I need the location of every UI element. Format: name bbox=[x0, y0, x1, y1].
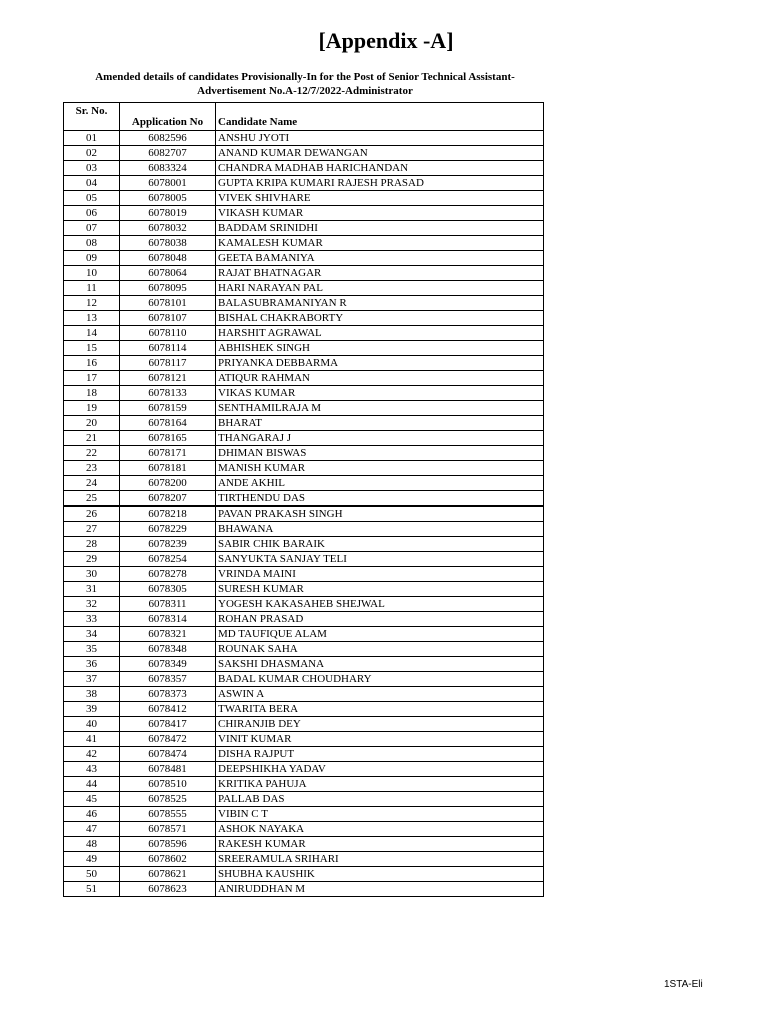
table-header-row bbox=[64, 103, 544, 131]
candidate-name-cell: YOGESH KAKASAHEB SHEJWAL bbox=[216, 597, 544, 612]
sr-no-cell: 15 bbox=[64, 341, 120, 356]
table-row bbox=[64, 822, 544, 837]
table-row bbox=[64, 882, 544, 897]
candidate-name-cell: DEEPSHIKHA YADAV bbox=[216, 762, 544, 777]
application-no-cell: 6078555 bbox=[120, 807, 216, 822]
table-row bbox=[64, 807, 544, 822]
sr-no-cell: 22 bbox=[64, 446, 120, 461]
candidate-name-cell: ROUNAK SAHA bbox=[216, 642, 544, 657]
sr-no-cell: 03 bbox=[64, 161, 120, 176]
candidate-name-cell: ANAND KUMAR DEWANGAN bbox=[216, 146, 544, 161]
application-no-cell: 6078110 bbox=[120, 326, 216, 341]
candidate-name-cell: BISHAL CHAKRABORTY bbox=[216, 311, 544, 326]
application-no-cell: 6078117 bbox=[120, 356, 216, 371]
table-row bbox=[64, 371, 544, 386]
sr-no-cell: 13 bbox=[64, 311, 120, 326]
table-row bbox=[64, 296, 544, 311]
application-no-cell: 6078474 bbox=[120, 747, 216, 762]
application-no-cell: 6078596 bbox=[120, 837, 216, 852]
sr-no-cell: 18 bbox=[64, 386, 120, 401]
application-no-cell: 6078623 bbox=[120, 882, 216, 897]
candidate-name-cell: PAVAN PRAKASH SINGH bbox=[216, 506, 544, 522]
candidate-name-cell: SHUBHA KAUSHIK bbox=[216, 867, 544, 882]
sr-no-cell: 35 bbox=[64, 642, 120, 657]
candidate-name-cell: RAKESH KUMAR bbox=[216, 837, 544, 852]
application-no-cell: 6078121 bbox=[120, 371, 216, 386]
sr-no-cell: 46 bbox=[64, 807, 120, 822]
application-no-cell: 6078239 bbox=[120, 537, 216, 552]
application-no-cell: 6078114 bbox=[120, 341, 216, 356]
candidate-name-cell: ANDE AKHIL bbox=[216, 476, 544, 491]
candidate-name-cell: BADDAM SRINIDHI bbox=[216, 221, 544, 236]
candidate-name-cell: VINIT KUMAR bbox=[216, 732, 544, 747]
table-row bbox=[64, 461, 544, 476]
table-row bbox=[64, 146, 544, 161]
page-title: [Appendix -A] bbox=[318, 28, 454, 53]
table-row bbox=[64, 522, 544, 537]
application-no-cell: 6078005 bbox=[120, 191, 216, 206]
sr-no-cell: 40 bbox=[64, 717, 120, 732]
table-row bbox=[64, 281, 544, 296]
table-row bbox=[64, 176, 544, 191]
candidate-name-cell: ANIRUDDHAN M bbox=[216, 882, 544, 897]
table-row bbox=[64, 476, 544, 491]
table-row bbox=[64, 326, 544, 341]
document-subtitle bbox=[90, 70, 520, 98]
application-no-cell: 6078048 bbox=[120, 251, 216, 266]
header-sr-no: Sr. No. bbox=[64, 103, 120, 131]
sr-no-cell: 14 bbox=[64, 326, 120, 341]
application-no-cell: 6078305 bbox=[120, 582, 216, 597]
page-footer-code: 1STA-Eli bbox=[664, 979, 703, 990]
candidate-name-cell: ROHAN PRASAD bbox=[216, 612, 544, 627]
sr-no-cell: 16 bbox=[64, 356, 120, 371]
candidate-name-cell: BALASUBRAMANIYAN R bbox=[216, 296, 544, 311]
sr-no-cell: 47 bbox=[64, 822, 120, 837]
subtitle-line-2: Advertisement No.A-12/7/2022-Administrator bbox=[197, 85, 413, 97]
candidate-name-cell: RAJAT BHATNAGAR bbox=[216, 266, 544, 281]
table-row bbox=[64, 386, 544, 401]
candidates-table bbox=[63, 102, 544, 897]
candidate-name-cell: SURESH KUMAR bbox=[216, 582, 544, 597]
sr-no-cell: 45 bbox=[64, 792, 120, 807]
candidate-name-cell: KAMALESH KUMAR bbox=[216, 236, 544, 251]
table-row bbox=[64, 206, 544, 221]
application-no-cell: 6083324 bbox=[120, 161, 216, 176]
application-no-cell: 6078525 bbox=[120, 792, 216, 807]
sr-no-cell: 29 bbox=[64, 552, 120, 567]
table-row bbox=[64, 161, 544, 176]
sr-no-cell: 39 bbox=[64, 702, 120, 717]
application-no-cell: 6078159 bbox=[120, 401, 216, 416]
candidate-name-cell: DISHA RAJPUT bbox=[216, 747, 544, 762]
sr-no-cell: 24 bbox=[64, 476, 120, 491]
candidate-name-cell: CHANDRA MADHAB HARICHANDAN bbox=[216, 161, 544, 176]
table-row bbox=[64, 837, 544, 852]
header-application-no: Application No bbox=[120, 103, 216, 131]
table-row bbox=[64, 762, 544, 777]
table-row bbox=[64, 582, 544, 597]
candidate-name-cell: GEETA BAMANIYA bbox=[216, 251, 544, 266]
application-no-cell: 6078164 bbox=[120, 416, 216, 431]
candidate-name-cell: ASWIN A bbox=[216, 687, 544, 702]
sr-no-cell: 25 bbox=[64, 491, 120, 507]
table-row bbox=[64, 266, 544, 281]
sr-no-cell: 44 bbox=[64, 777, 120, 792]
candidate-name-cell: MD TAUFIQUE ALAM bbox=[216, 627, 544, 642]
sr-no-cell: 02 bbox=[64, 146, 120, 161]
application-no-cell: 6078571 bbox=[120, 822, 216, 837]
candidate-name-cell: ATIQUR RAHMAN bbox=[216, 371, 544, 386]
table-row bbox=[64, 131, 544, 146]
sr-no-cell: 10 bbox=[64, 266, 120, 281]
candidate-name-cell: HARI NARAYAN PAL bbox=[216, 281, 544, 296]
sr-no-cell: 49 bbox=[64, 852, 120, 867]
application-no-cell: 6078218 bbox=[120, 506, 216, 522]
table-row bbox=[64, 401, 544, 416]
application-no-cell: 6078019 bbox=[120, 206, 216, 221]
table-row bbox=[64, 356, 544, 371]
table-row bbox=[64, 777, 544, 792]
application-no-cell: 6078032 bbox=[120, 221, 216, 236]
sr-no-cell: 28 bbox=[64, 537, 120, 552]
candidate-name-cell: BHAWANA bbox=[216, 522, 544, 537]
application-no-cell: 6078417 bbox=[120, 717, 216, 732]
candidate-name-cell: VIKAS KUMAR bbox=[216, 386, 544, 401]
table-row bbox=[64, 491, 544, 507]
sr-no-cell: 26 bbox=[64, 506, 120, 522]
sr-no-cell: 06 bbox=[64, 206, 120, 221]
application-no-cell: 6078181 bbox=[120, 461, 216, 476]
sr-no-cell: 33 bbox=[64, 612, 120, 627]
candidate-name-cell: GUPTA KRIPA KUMARI RAJESH PRASAD bbox=[216, 176, 544, 191]
sr-no-cell: 42 bbox=[64, 747, 120, 762]
candidate-name-cell: SANYUKTA SANJAY TELI bbox=[216, 552, 544, 567]
candidate-name-cell: DHIMAN BISWAS bbox=[216, 446, 544, 461]
candidate-name-cell: ANSHU JYOTI bbox=[216, 131, 544, 146]
application-no-cell: 6078133 bbox=[120, 386, 216, 401]
application-no-cell: 6078207 bbox=[120, 491, 216, 507]
table-row bbox=[64, 867, 544, 882]
table-row bbox=[64, 672, 544, 687]
application-no-cell: 6078254 bbox=[120, 552, 216, 567]
table-row bbox=[64, 236, 544, 251]
candidate-name-cell: VRINDA MAINI bbox=[216, 567, 544, 582]
table-row bbox=[64, 747, 544, 762]
table-row bbox=[64, 597, 544, 612]
application-no-cell: 6078314 bbox=[120, 612, 216, 627]
application-no-cell: 6078412 bbox=[120, 702, 216, 717]
application-no-cell: 6078107 bbox=[120, 311, 216, 326]
sr-no-cell: 50 bbox=[64, 867, 120, 882]
subtitle-line-1: Amended details of candidates Provisionally-In for the Post of Senior Technical Assistant- bbox=[95, 71, 515, 83]
header-candidate-name: Candidate Name bbox=[216, 103, 544, 131]
application-no-cell: 6082596 bbox=[120, 131, 216, 146]
application-no-cell: 6078373 bbox=[120, 687, 216, 702]
table-row bbox=[64, 702, 544, 717]
sr-no-cell: 48 bbox=[64, 837, 120, 852]
table-row bbox=[64, 446, 544, 461]
application-no-cell: 6082707 bbox=[120, 146, 216, 161]
application-no-cell: 6078321 bbox=[120, 627, 216, 642]
sr-no-cell: 07 bbox=[64, 221, 120, 236]
application-no-cell: 6078357 bbox=[120, 672, 216, 687]
candidate-name-cell: PRIYANKA DEBBARMA bbox=[216, 356, 544, 371]
table-row bbox=[64, 717, 544, 732]
table-row bbox=[64, 191, 544, 206]
table-row bbox=[64, 416, 544, 431]
sr-no-cell: 34 bbox=[64, 627, 120, 642]
table-row bbox=[64, 311, 544, 326]
candidate-name-cell: VIBIN C T bbox=[216, 807, 544, 822]
table-row bbox=[64, 657, 544, 672]
application-no-cell: 6078510 bbox=[120, 777, 216, 792]
table-row bbox=[64, 627, 544, 642]
table-row bbox=[64, 506, 544, 522]
sr-no-cell: 37 bbox=[64, 672, 120, 687]
candidate-name-cell: CHIRANJIB DEY bbox=[216, 717, 544, 732]
application-no-cell: 6078229 bbox=[120, 522, 216, 537]
sr-no-cell: 04 bbox=[64, 176, 120, 191]
sr-no-cell: 51 bbox=[64, 882, 120, 897]
candidate-name-cell: SENTHAMILRAJA M bbox=[216, 401, 544, 416]
table-row bbox=[64, 642, 544, 657]
table-row bbox=[64, 221, 544, 236]
sr-no-cell: 21 bbox=[64, 431, 120, 446]
application-no-cell: 6078200 bbox=[120, 476, 216, 491]
table-row bbox=[64, 792, 544, 807]
sr-no-cell: 43 bbox=[64, 762, 120, 777]
application-no-cell: 6078311 bbox=[120, 597, 216, 612]
table-row bbox=[64, 552, 544, 567]
application-no-cell: 6078064 bbox=[120, 266, 216, 281]
sr-no-cell: 11 bbox=[64, 281, 120, 296]
application-no-cell: 6078602 bbox=[120, 852, 216, 867]
application-no-cell: 6078621 bbox=[120, 867, 216, 882]
application-no-cell: 6078349 bbox=[120, 657, 216, 672]
application-no-cell: 6078101 bbox=[120, 296, 216, 311]
application-no-cell: 6078001 bbox=[120, 176, 216, 191]
candidate-name-cell: MANISH KUMAR bbox=[216, 461, 544, 476]
sr-no-cell: 27 bbox=[64, 522, 120, 537]
candidate-name-cell: KRITIKA PAHUJA bbox=[216, 777, 544, 792]
candidate-name-cell: VIVEK SHIVHARE bbox=[216, 191, 544, 206]
table-row bbox=[64, 431, 544, 446]
application-no-cell: 6078171 bbox=[120, 446, 216, 461]
sr-no-cell: 17 bbox=[64, 371, 120, 386]
candidate-name-cell: SABIR CHIK BARAIK bbox=[216, 537, 544, 552]
sr-no-cell: 23 bbox=[64, 461, 120, 476]
candidate-name-cell: ABHISHEK SINGH bbox=[216, 341, 544, 356]
sr-no-cell: 20 bbox=[64, 416, 120, 431]
candidate-name-cell: ASHOK NAYAKA bbox=[216, 822, 544, 837]
sr-no-cell: 05 bbox=[64, 191, 120, 206]
sr-no-cell: 32 bbox=[64, 597, 120, 612]
candidate-name-cell: VIKASH KUMAR bbox=[216, 206, 544, 221]
candidate-name-cell: TIRTHENDU DAS bbox=[216, 491, 544, 507]
candidate-name-cell: SREERAMULA SRIHARI bbox=[216, 852, 544, 867]
application-no-cell: 6078348 bbox=[120, 642, 216, 657]
sr-no-cell: 19 bbox=[64, 401, 120, 416]
sr-no-cell: 12 bbox=[64, 296, 120, 311]
sr-no-cell: 01 bbox=[64, 131, 120, 146]
sr-no-cell: 41 bbox=[64, 732, 120, 747]
table-row bbox=[64, 687, 544, 702]
application-no-cell: 6078038 bbox=[120, 236, 216, 251]
application-no-cell: 6078278 bbox=[120, 567, 216, 582]
table-row bbox=[64, 852, 544, 867]
sr-no-cell: 30 bbox=[64, 567, 120, 582]
application-no-cell: 6078481 bbox=[120, 762, 216, 777]
sr-no-cell: 31 bbox=[64, 582, 120, 597]
application-no-cell: 6078165 bbox=[120, 431, 216, 446]
candidate-name-cell: PALLAB DAS bbox=[216, 792, 544, 807]
sr-no-cell: 08 bbox=[64, 236, 120, 251]
sr-no-cell: 36 bbox=[64, 657, 120, 672]
table-body bbox=[64, 131, 544, 897]
application-no-cell: 6078472 bbox=[120, 732, 216, 747]
application-no-cell: 6078095 bbox=[120, 281, 216, 296]
sr-no-cell: 38 bbox=[64, 687, 120, 702]
candidate-name-cell: TWARITA BERA bbox=[216, 702, 544, 717]
table-row bbox=[64, 251, 544, 266]
table-row bbox=[64, 567, 544, 582]
table-row bbox=[64, 732, 544, 747]
candidate-name-cell: SAKSHI DHASMANA bbox=[216, 657, 544, 672]
table-row bbox=[64, 612, 544, 627]
candidate-name-cell: BHARAT bbox=[216, 416, 544, 431]
table-row bbox=[64, 537, 544, 552]
table-row bbox=[64, 341, 544, 356]
candidate-name-cell: BADAL KUMAR CHOUDHARY bbox=[216, 672, 544, 687]
candidate-name-cell: THANGARAJ J bbox=[216, 431, 544, 446]
candidate-name-cell: HARSHIT AGRAWAL bbox=[216, 326, 544, 341]
sr-no-cell: 09 bbox=[64, 251, 120, 266]
